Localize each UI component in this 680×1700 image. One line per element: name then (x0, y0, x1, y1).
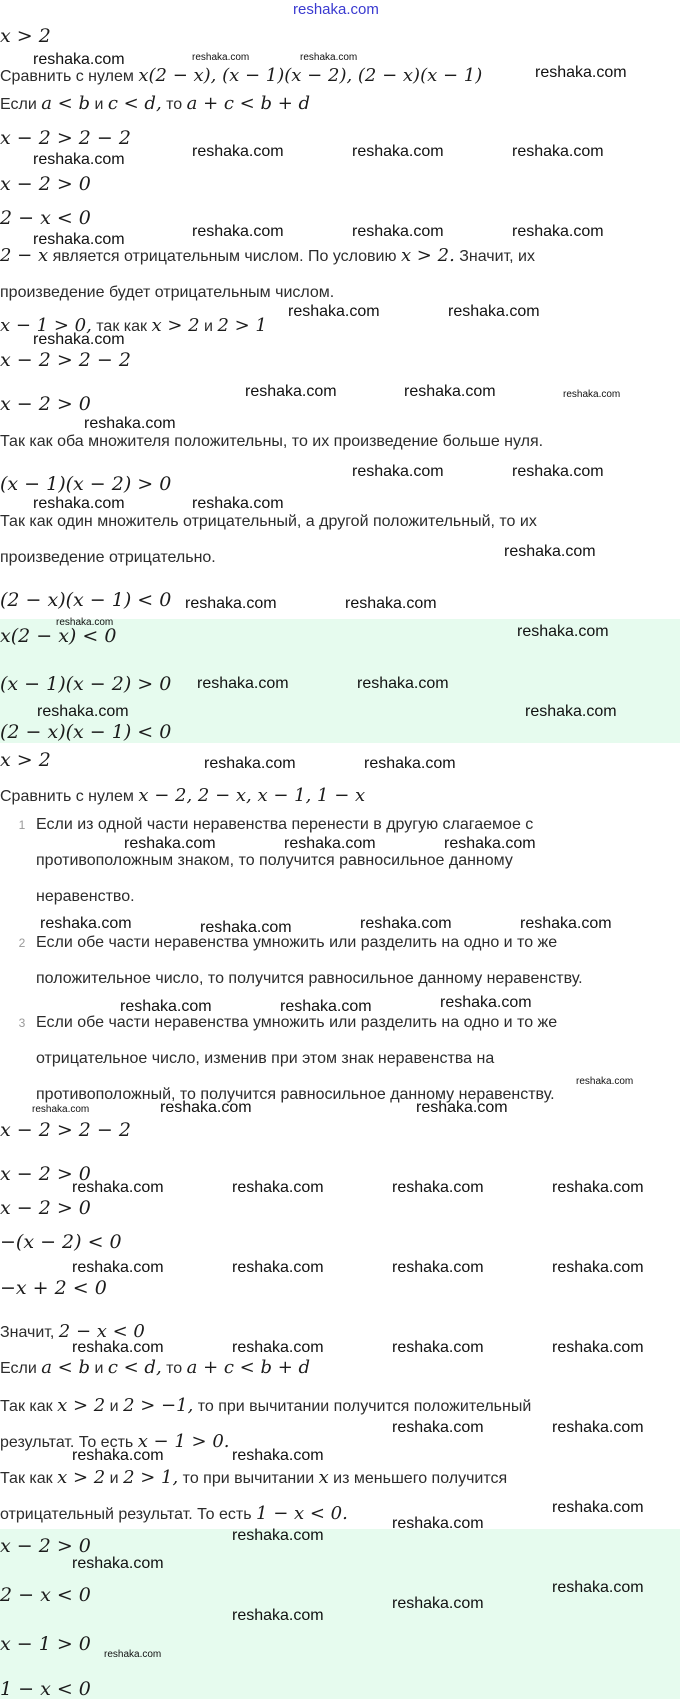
step: (x − 1)(x − 2) > 0 (0, 473, 172, 495)
watermark: reshaka.com (512, 143, 604, 160)
math: 2 > 1, (123, 1467, 179, 1488)
explanation: Так как один множитель отрицательный, а другой положительный, то их (0, 513, 537, 530)
watermark: reshaka.com (392, 1595, 484, 1612)
watermark: reshaka.com (72, 1259, 164, 1276)
watermark: reshaka.com (232, 1259, 324, 1276)
step: −(x − 2) < 0 (0, 1231, 122, 1253)
explanation: Так как оба множителя положительны, то их произведение больше нуля. (0, 433, 544, 450)
watermark: reshaka.com (232, 1527, 324, 1544)
watermark: reshaka.com (552, 1339, 644, 1356)
explanation: произведение отрицательно. (0, 549, 216, 566)
txt: Значит, их (454, 248, 535, 265)
math: x − 1 > 0, (0, 315, 92, 336)
txt: то (161, 1360, 187, 1377)
step: x − 2 > 0 (0, 173, 91, 195)
rule-number: 3 (18, 1016, 26, 1030)
answer: 2 − x < 0 (0, 1584, 91, 1606)
step: x − 2 > 2 − 2 (0, 127, 131, 149)
watermark: reshaka.com (33, 231, 125, 248)
watermark: reshaka.com (357, 675, 449, 692)
watermark: reshaka.com (392, 1419, 484, 1436)
math: a < b (41, 1357, 90, 1378)
watermark: reshaka.com (360, 915, 452, 932)
watermark: reshaka.com (232, 1179, 324, 1196)
math: x > 2. (400, 245, 455, 266)
answer: x − 1 > 0 (0, 1633, 91, 1655)
watermark: reshaka.com (192, 495, 284, 512)
watermark: reshaka.com (72, 1179, 164, 1196)
math: 2 > 1 (217, 315, 267, 336)
watermark: reshaka.com (364, 755, 456, 772)
txt: так как (91, 318, 152, 335)
watermark: reshaka.com (448, 303, 540, 320)
answer: (2 − x)(x − 1) < 0 (0, 721, 172, 743)
rule-add-ineq (0, 1358, 310, 1379)
watermark: reshaka.com (284, 835, 376, 852)
condition: x > 2 (0, 25, 51, 47)
rule-text: положительное число, то получится равносильное данному неравенству. (36, 970, 583, 987)
watermark: reshaka.com (392, 1515, 484, 1532)
watermark: reshaka.com (40, 915, 132, 932)
watermark: reshaka.com (345, 595, 437, 612)
txt: из меньшего получится (328, 1470, 508, 1487)
txt: и (199, 318, 218, 335)
math: x (318, 1467, 329, 1488)
watermark: reshaka.com (300, 52, 358, 63)
answer: 1 − x < 0 (0, 1678, 91, 1700)
condition: x > 2 (0, 749, 51, 771)
step: x − 2 > 2 − 2 (0, 1119, 131, 1141)
math: x > 2 (57, 1395, 106, 1416)
watermark: reshaka.com (56, 617, 114, 628)
site-header-link[interactable]: reshaka.com (293, 1, 379, 18)
watermark: reshaka.com (392, 1179, 484, 1196)
math: a < b (41, 93, 90, 114)
watermark: reshaka.com (352, 223, 444, 240)
compare-expr: x − 2, 2 − x, x − 1, 1 − x (138, 785, 366, 806)
explanation: произведение будет отрицательным числом. (0, 284, 335, 301)
watermark: reshaka.com (352, 463, 444, 480)
watermark: reshaka.com (552, 1259, 644, 1276)
compare-label: Сравнить с нулем (0, 788, 139, 805)
math: x − 1 > 0. (137, 1431, 230, 1452)
math: 2 − x (0, 245, 49, 266)
rule-text: неравенство. (36, 888, 135, 905)
rule-text: противоположный, то получится равносильное данному неравенству. (36, 1086, 555, 1103)
txt: Если (0, 96, 42, 113)
watermark: reshaka.com (160, 1099, 252, 1116)
compare-task (0, 66, 482, 87)
txt: является отрицательным числом. По условию (48, 248, 401, 265)
watermark: reshaka.com (576, 1076, 634, 1087)
watermark: reshaka.com (104, 1649, 162, 1660)
watermark: reshaka.com (512, 223, 604, 240)
rule-number: 2 (18, 936, 26, 950)
step: x − 2 > 0 (0, 1163, 91, 1185)
txt: и (90, 96, 108, 113)
watermark: reshaka.com (440, 994, 532, 1011)
compare-label: Сравнить с нулем (0, 68, 139, 85)
watermark: reshaka.com (32, 1104, 90, 1115)
watermark: reshaka.com (204, 755, 296, 772)
watermark: reshaka.com (124, 835, 216, 852)
watermark: reshaka.com (200, 919, 292, 936)
math: 2 − x < 0 (58, 1321, 145, 1342)
watermark: reshaka.com (232, 1447, 324, 1464)
watermark: reshaka.com (33, 495, 125, 512)
math: x > 2 (57, 1467, 106, 1488)
watermark: reshaka.com (552, 1579, 644, 1596)
step: x − 2 > 0 (0, 393, 91, 415)
watermark: reshaka.com (84, 415, 176, 432)
txt: и (105, 1398, 124, 1415)
rule-number: 1 (18, 818, 26, 832)
watermark: reshaka.com (245, 383, 337, 400)
watermark: reshaka.com (504, 543, 596, 560)
step: 2 − x < 0 (0, 207, 91, 229)
math: a + c < b + d (186, 1357, 311, 1378)
watermark: reshaka.com (512, 463, 604, 480)
watermark: reshaka.com (552, 1419, 644, 1436)
txt: Если (0, 1360, 42, 1377)
watermark: reshaka.com (288, 303, 380, 320)
watermark: reshaka.com (232, 1339, 324, 1356)
answer: (x − 1)(x − 2) > 0 (0, 673, 172, 695)
watermark: reshaka.com (192, 143, 284, 160)
txt: и (105, 1470, 124, 1487)
explanation (0, 1504, 348, 1525)
watermark: reshaka.com (192, 223, 284, 240)
txt: Значит, (0, 1324, 59, 1341)
txt: то при вычитании (178, 1470, 319, 1487)
watermark: reshaka.com (552, 1499, 644, 1516)
watermark: reshaka.com (392, 1339, 484, 1356)
math: x > 2 (151, 315, 200, 336)
txt: Так как (0, 1470, 58, 1487)
watermark: reshaka.com (33, 151, 125, 168)
watermark: reshaka.com (72, 1555, 164, 1572)
step: x − 2 > 2 − 2 (0, 349, 131, 371)
answer: x(2 − x) < 0 (0, 625, 117, 647)
math: c < d, (107, 93, 162, 114)
watermark: reshaka.com (520, 915, 612, 932)
rule-text: противоположным знаком, то получится равносильное данному (36, 852, 513, 869)
watermark: reshaka.com (185, 595, 277, 612)
txt: результат. То есть (0, 1434, 138, 1451)
watermark: reshaka.com (563, 389, 621, 400)
txt: то (161, 96, 187, 113)
rule-text: Если обе части неравенства умножить или разделить на одно и то же (36, 1014, 558, 1031)
watermark: reshaka.com (280, 998, 372, 1015)
answer: x − 2 > 0 (0, 1535, 91, 1557)
watermark: reshaka.com (525, 703, 617, 720)
rule-text: отрицательное число, изменив при этом знак неравенства на (36, 1050, 495, 1067)
explanation (0, 1468, 507, 1489)
step: x − 2 > 0 (0, 1197, 91, 1219)
math: 2 > −1, (123, 1395, 194, 1416)
math: a + c < b + d (186, 93, 311, 114)
watermark: reshaka.com (232, 1607, 324, 1624)
watermark: reshaka.com (192, 52, 250, 63)
watermark: reshaka.com (444, 835, 536, 852)
watermark: reshaka.com (404, 383, 496, 400)
math: c < d, (107, 1357, 162, 1378)
explanation (0, 246, 535, 267)
watermark: reshaka.com (33, 331, 125, 348)
watermark: reshaka.com (535, 64, 627, 81)
txt: и (90, 1360, 108, 1377)
watermark: reshaka.com (392, 1259, 484, 1276)
txt: Так как (0, 1398, 58, 1415)
watermark: reshaka.com (120, 998, 212, 1015)
watermark: reshaka.com (37, 703, 129, 720)
watermark: reshaka.com (33, 51, 125, 68)
compare-expr: x(2 − x), (x − 1)(x − 2), (2 − x)(x − 1) (138, 65, 483, 86)
math: 1 − x < 0. (256, 1503, 348, 1524)
rule-text: Если из одной части неравенства перенести в другую слагаемое с (36, 816, 534, 833)
step: −x + 2 < 0 (0, 1277, 107, 1299)
txt: то при вычитании получится положительный (193, 1398, 532, 1415)
explanation (0, 1396, 531, 1417)
compare-task (0, 786, 365, 807)
step: (2 − x)(x − 1) < 0 (0, 589, 172, 611)
watermark: reshaka.com (197, 675, 289, 692)
watermark: reshaka.com (552, 1179, 644, 1196)
watermark: reshaka.com (72, 1447, 164, 1464)
txt: отрицательный результат. То есть (0, 1506, 257, 1523)
watermark: reshaka.com (72, 1339, 164, 1356)
rule-add-ineq (0, 94, 310, 115)
rule-text: Если обе части неравенства умножить или разделить на одно и то же (36, 934, 558, 951)
watermark: reshaka.com (416, 1099, 508, 1116)
watermark: reshaka.com (517, 623, 609, 640)
watermark: reshaka.com (352, 143, 444, 160)
